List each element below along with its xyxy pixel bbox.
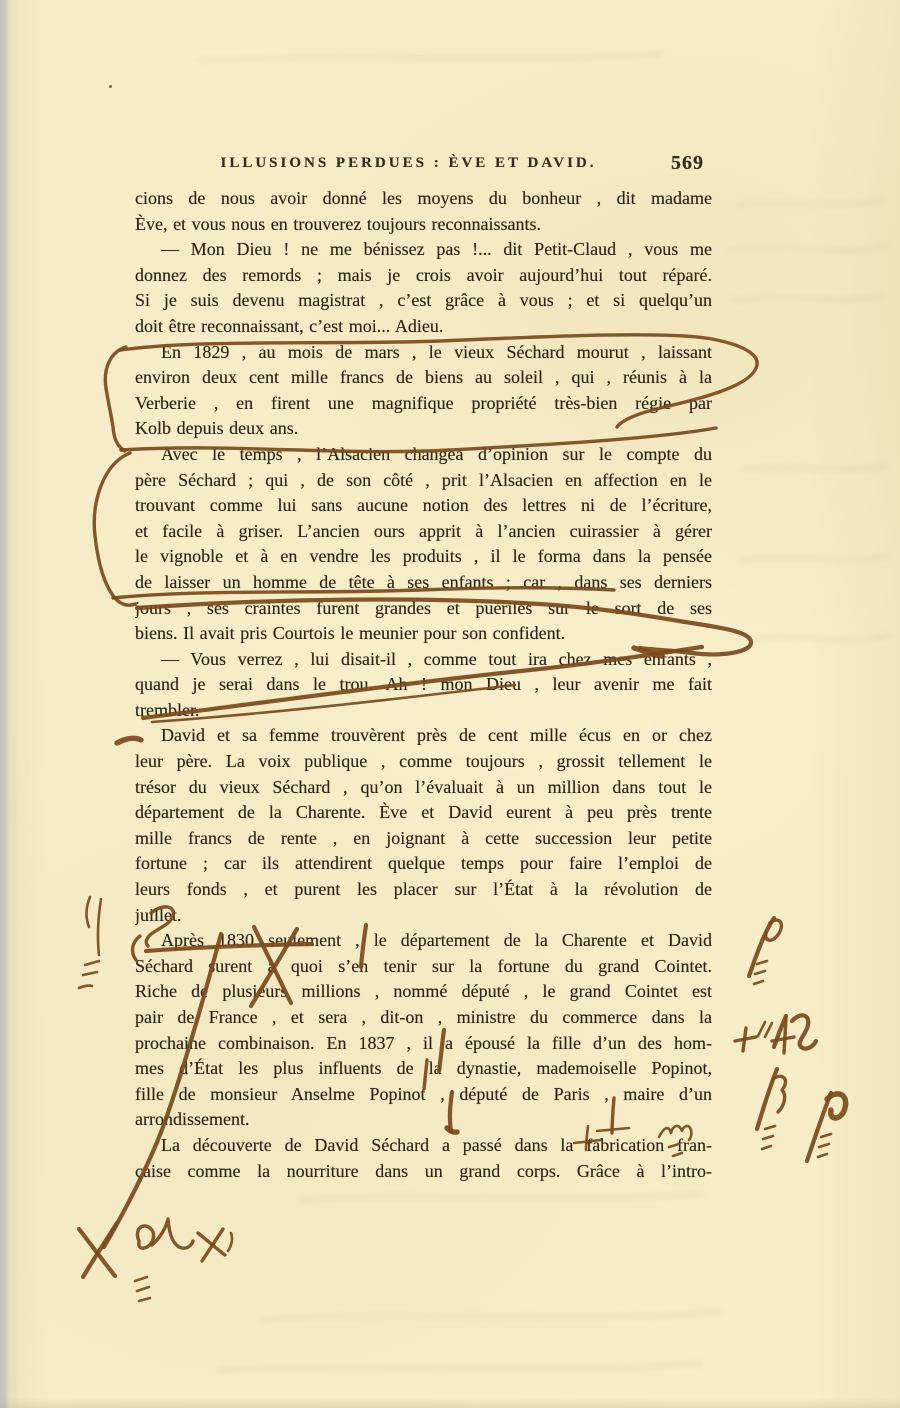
text-line: cions de nous avoir donné les moyens du bonheur , dit madame: [135, 188, 712, 208]
text-line: et facile à griser. L’ancien ours apprit à l’ancien cuirassier à gérer: [135, 520, 712, 541]
text-line: prochaine combinaison. En 1837 , il a épousé la fille d’un des hom-: [135, 1032, 712, 1053]
text-line: doit être reconnaissant, c’est moi... Adieu.: [135, 315, 444, 336]
text-line: arrondissement.: [135, 1109, 250, 1130]
text-line: département de la Charente. Ève et David eurent à peu près trente: [135, 802, 712, 823]
text-line: le vignoble et à en vendre les produits , il le forma dans la pensée: [135, 546, 712, 567]
text-line: leur père. La voix publique , comme toujours , grossit tellement le: [135, 751, 712, 772]
text-line: mille francs de rente , en joignant à cette succession leur petite: [135, 827, 712, 848]
text-line: La découverte de David Séchard a passé dans la fabrication fran-: [161, 1134, 712, 1155]
paper-speck: [109, 85, 112, 88]
text-line: Verberie , en firent une magnifique propriété très-bien régie par: [135, 392, 712, 413]
page-number: 569: [671, 152, 704, 174]
text-line: Ève, et vous nous en trouverez toujours reconnaissants.: [135, 213, 541, 234]
text-line: Kolb depuis deux ans.: [135, 418, 299, 439]
text-line: juillet.: [135, 904, 182, 925]
text-line: leurs fonds , et purent les placer sur l’État à la révolution de: [135, 879, 712, 900]
text-line: Si je suis devenu magistrat , c’est grâce à vous ; et si quelqu’un: [135, 290, 712, 311]
text-line: fille de monsieur Anselme Popinot , député de Paris , maire d’un: [135, 1083, 712, 1104]
text-line: — Mon Dieu ! ne me bénissez pas !... dit Petit-Claud , vous me: [161, 239, 712, 260]
text-line: Avec le temps , l’Alsacien changea d’opinion sur le compte du: [161, 443, 712, 464]
text-line: fortune ; car ils attendirent quelque temps pour faire l’emploi de: [135, 853, 712, 874]
bottom-left-scribble: [79, 1219, 232, 1301]
text-line: Séchard surent à quoi s’en tenir sur la fortune du grand Cointet.: [135, 955, 712, 976]
text-line: de laisser un homme de tête à ses enfants ; car , dans ses derniers: [135, 571, 712, 592]
text-line: trembler.: [135, 699, 200, 720]
text-line: quand je serai dans le trou. Ah ! mon Dieu , leur avenir me fait: [135, 674, 712, 695]
text-line: trouvant comme lui sans aucune notion des lettres ni de l’écriture,: [135, 495, 712, 516]
text-line: jours , ses craintes furent grandes et puériles sur le sort de ses: [135, 597, 712, 618]
page-body: [135, 186, 712, 1184]
left-margin-ticks: [79, 897, 101, 988]
scan-bottom-edge: [0, 1398, 900, 1408]
text-line: environ deux cent mille francs de biens au soleil , qui , réunis à la: [135, 367, 712, 388]
text-line: David et sa femme trouvèrent près de cent mille écus en or chez: [161, 725, 712, 746]
text-line: Après 1830 seulement , le département de la Charente et David: [161, 930, 712, 951]
text-line: En 1829 , au mois de mars , le vieux Séchard mourut , laissant: [161, 341, 712, 362]
right-margin-scribbles: [735, 918, 846, 1161]
text-line: mes d’État les plus influents de la dynastie, mademoiselle Popinot,: [135, 1058, 712, 1079]
page-title: ILLUSIONS PERDUES : ÈVE ET DAVID.: [220, 155, 597, 171]
text-line: trésor du vieux Séchard , qu’on l’évaluait à un million dans tout le: [135, 776, 712, 797]
running-header: [135, 152, 712, 181]
scan-left-edge: [0, 0, 20, 1408]
text-line: Riche de plusieurs millions , nommé député , le grand Cointet est: [135, 981, 712, 1002]
text-line: — Vous verrez , lui disait-il , comme tout ira chez mes enfants ,: [161, 648, 712, 669]
text-line: pair de France , et sera , dit-on , ministre du commerce dans la: [135, 1007, 712, 1027]
text-line: çaise comme la nourriture dans un grand corps. Grâce à l’intro-: [135, 1160, 712, 1181]
text-line: père Séchard ; qui , de son côté , prit l’Alsacien en affection en le: [135, 469, 712, 490]
text-line: biens. Il avait pris Courtois le meunier pour son confident.: [135, 623, 566, 644]
text-line: donnez des remords ; mais je crois avoir aujourd’hui tout réparé.: [135, 264, 712, 285]
